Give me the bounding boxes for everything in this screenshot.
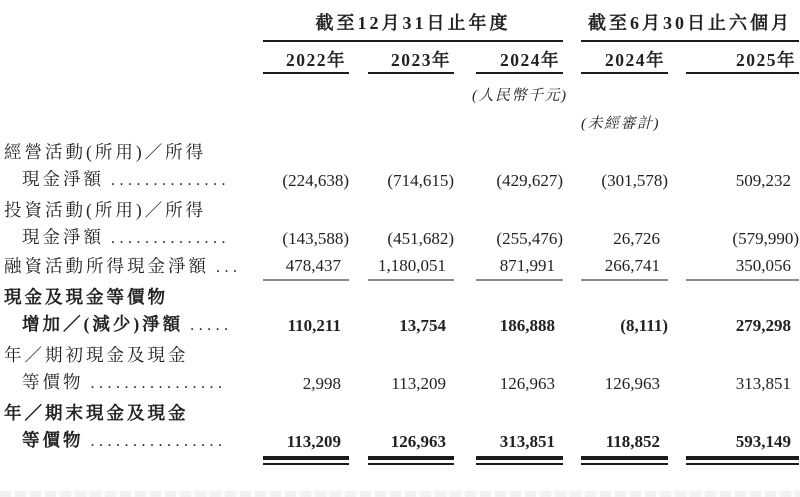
column-gap <box>454 42 476 74</box>
column-gap <box>454 426 476 455</box>
cell-value: 26,726 <box>613 229 660 249</box>
column-gap <box>668 426 686 455</box>
column-header-2023: 2023年 <box>368 42 454 74</box>
column-gap <box>454 223 476 252</box>
column-gap <box>563 223 581 252</box>
column-header-2024: 2024年 <box>476 42 563 74</box>
cell-value: 126,963 <box>604 374 660 394</box>
cell-value: 113,209 <box>263 426 349 455</box>
column-gap <box>454 165 476 194</box>
column-gap <box>349 223 368 252</box>
dot-leader: .............. <box>111 172 230 190</box>
row-label-text: 現金及現金等價物 <box>4 286 168 307</box>
row-label-line2 <box>1 310 263 339</box>
cell-value: 313,851 <box>735 374 791 394</box>
currency-unit-note: (人民幣千元) <box>472 88 568 105</box>
cell-value: (224,638) <box>282 171 349 191</box>
column-gap <box>563 310 581 339</box>
cell-value: 279,298 <box>735 316 791 336</box>
cell-value: 266,741 <box>581 252 668 281</box>
dot-leader: ................ <box>90 433 227 451</box>
cell-value: 509,232 <box>735 171 791 191</box>
row-label-line1 <box>1 136 799 165</box>
column-header-2022: 2022年 <box>263 42 349 74</box>
table-row-operating-label <box>1 136 799 165</box>
column-gap <box>349 310 368 339</box>
table-row-ending-cash-label <box>1 397 799 426</box>
period-group-annual: 截至12月31日止年度 <box>263 0 563 42</box>
year-header-row <box>1 42 799 74</box>
cell-value: 186,888 <box>499 316 555 336</box>
column-gap <box>668 368 686 397</box>
cell-value: 126,963 <box>499 374 555 394</box>
dot-leader: ... <box>216 259 242 277</box>
column-gap <box>668 252 686 281</box>
row-label <box>1 252 263 281</box>
row-label-text: 現金淨額 <box>22 169 104 190</box>
cell-value: (714,615) <box>387 171 454 191</box>
next-line-cutoff-artifact <box>0 491 800 497</box>
column-gap <box>563 368 581 397</box>
cell-value: 478,437 <box>263 252 349 281</box>
column-header-2024-interim: 2024年 <box>581 42 668 74</box>
row-label-text: 等價物 <box>22 430 84 451</box>
column-gap <box>454 368 476 397</box>
column-gap <box>349 165 368 194</box>
cell-value: 126,963 <box>368 426 454 455</box>
table-row-investing-label <box>1 194 799 223</box>
cell-value: (8,111) <box>620 316 668 336</box>
column-gap <box>349 426 368 455</box>
cell-value: (579,990) <box>732 229 799 249</box>
cell-value: 113,209 <box>391 374 446 394</box>
table-row-beginning-cash-values <box>1 368 799 397</box>
cell-value: 593,149 <box>686 426 799 455</box>
period-group-interim: 截至6月30日止六個月 <box>581 0 799 42</box>
cell-value: (451,682) <box>387 229 454 249</box>
column-gap <box>563 0 581 42</box>
table-row-ending-cash-values <box>1 426 799 455</box>
cell-value: (301,578) <box>601 171 668 191</box>
row-label-text: 等價物 <box>22 372 84 393</box>
row-label-text: 現金淨額 <box>22 227 104 248</box>
table-row-net-change-label <box>1 281 799 310</box>
table-row-beginning-cash-label <box>1 339 799 368</box>
column-gap <box>349 368 368 397</box>
cell-value: 110,211 <box>287 316 341 336</box>
dot-leader: ................ <box>90 375 227 393</box>
cell-value: (143,588) <box>282 229 349 249</box>
row-label-text: 投資活動(所用)／所得 <box>4 199 207 220</box>
row-label-text: 融資活動所得現金淨額 <box>4 256 209 277</box>
table-row-financing <box>1 252 799 281</box>
cell-value: (429,627) <box>496 171 563 191</box>
row-label-text: 年／期末現金及現金 <box>4 402 189 423</box>
row-label-line2 <box>1 165 263 194</box>
row-label-line1 <box>1 194 799 223</box>
unaudited-note-row <box>1 108 799 136</box>
currency-note-row <box>1 74 799 108</box>
cash-flow-table <box>1 0 799 455</box>
cell-value: 313,851 <box>476 426 563 455</box>
column-gap <box>454 252 476 281</box>
corner-empty <box>1 42 263 74</box>
row-label-text: 年／期初現金及現金 <box>4 344 189 365</box>
column-gap <box>454 310 476 339</box>
cell-value: 2,998 <box>302 374 341 394</box>
row-label-text: 經營活動(所用)／所得 <box>4 141 207 162</box>
row-label-line2 <box>1 223 263 252</box>
row-label-text: 增加／(減少)淨額 <box>22 314 184 335</box>
column-gap <box>668 42 686 74</box>
corner-empty <box>1 0 263 42</box>
unaudited-note: (未經審計) <box>581 116 660 133</box>
column-gap <box>668 223 686 252</box>
period-group-header-row <box>1 0 799 42</box>
row-label-line2 <box>1 426 263 455</box>
row-label-line1 <box>1 339 799 368</box>
column-gap <box>668 165 686 194</box>
column-gap <box>349 42 368 74</box>
column-gap <box>563 42 581 74</box>
row-label-line1 <box>1 397 799 426</box>
table-row-net-change-values <box>1 310 799 339</box>
row-label-line1 <box>1 281 799 310</box>
table-row-operating-values <box>1 165 799 194</box>
column-gap <box>668 310 686 339</box>
cell-value: 871,991 <box>476 252 563 281</box>
column-gap <box>563 426 581 455</box>
column-gap <box>349 252 368 281</box>
cell-value: 13,754 <box>399 316 446 336</box>
cell-value: 1,180,051 <box>368 252 454 281</box>
column-gap <box>563 252 581 281</box>
column-gap <box>563 165 581 194</box>
cell-value: 350,056 <box>686 252 799 281</box>
table-row-investing-values <box>1 223 799 252</box>
column-header-2025-interim: 2025年 <box>686 42 799 74</box>
dot-leader: ..... <box>190 317 233 335</box>
cell-value: (255,476) <box>496 229 563 249</box>
dot-leader: .............. <box>111 230 230 248</box>
cell-value: 118,852 <box>581 426 668 455</box>
row-label-line2 <box>1 368 263 397</box>
